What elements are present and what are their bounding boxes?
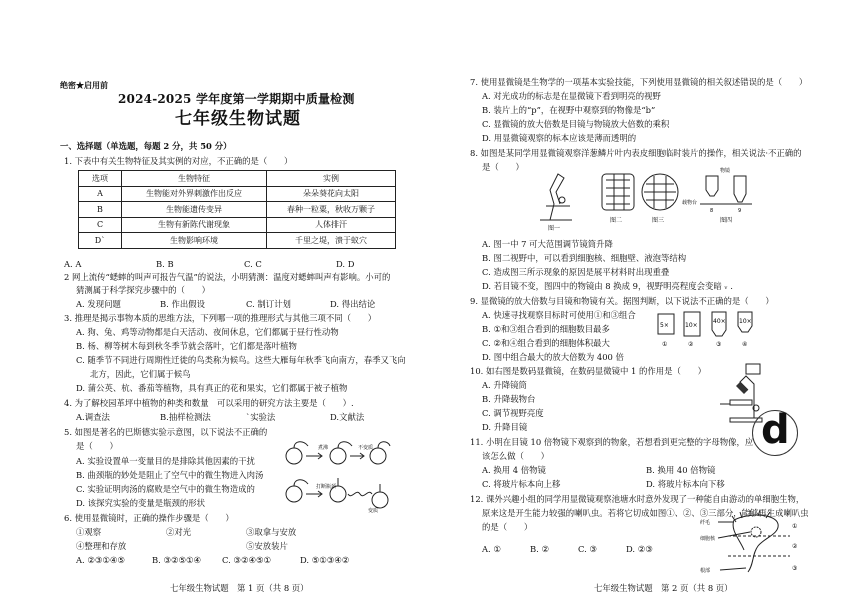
q3-option-b: B. 杨、柳等树木每到秋冬季节就会落叶，它们都是落叶植物 [76,341,297,351]
fig-label: ② [792,543,798,550]
q1-option-d: D. D [336,259,355,269]
q12-line3: 的是（ ） [482,522,533,532]
fig-label: 纤毛 [700,520,711,526]
fig-label: 煮沸 [318,445,329,451]
q1-header-feature: 生物特征 [122,171,267,187]
fig-caption: 图四 [720,217,733,224]
lens-label: 40× [713,318,726,325]
lens-label: 10× [739,318,752,325]
q3-option-d: D. 蒲公英、杭、番茄等植物，具有真正的花和果实，它们都属于被子植物 [76,383,348,393]
q5-option-b: B. 曲颈瓶的妙处是阻止了空气中的微生物进入肉汤 [76,470,264,480]
fig-label: 不变质 [358,445,374,451]
q12-option-a: A. ① [482,544,501,554]
q8-option-c: C. 造成图三所示现象的原因是展平材料时出现重叠 [482,267,670,277]
pasteur-experiment-figure [282,438,392,514]
q3-stem: 3. 推理是揭示事物本质的思维方法，下列哪一项的推理形式与其他三项不同（ ） [64,313,377,323]
q8-option-a: A. 图一中 7 可大范围调节镜筒升降 [482,239,613,249]
q4-stem: 4. 为了解校园革坪中植物的种类和数量 可以采用的研究方法主要是（ ）. [64,398,354,408]
q5-line1: 5. 如图是著名的巴斯德实验示意图，以下说法不正确的 [64,427,268,437]
q1-option-a: A. A [64,259,82,269]
table-cell: 人体排汗 [267,217,396,233]
table-cell: 生物影响环境 [122,233,267,249]
table-row [79,217,396,233]
table-cell: C [79,217,122,233]
lens-number: ① [662,341,668,348]
q12-line1: 12. 课外兴趣小组的同学用显微镜观察池塘水时意外发现了一种能自由游动的单细胞生物， [470,494,805,504]
exam-year-title: 2024-2025 学年度第一学期期中质量检测 [118,92,355,106]
q9-option-d: D. 图中组合最大的放大倍数为 400 倍 [482,352,624,362]
fig-label: 9 [738,208,742,214]
fig-label: 载物台 [682,200,698,206]
q2-option-c: C. 制订计划 [246,299,291,309]
footer-left: 七年级生物试题 第 1 页（共 8 页） [170,583,309,593]
lens-number: ② [688,341,694,348]
q6-option-a: A. ②③①④⑤ [76,555,125,565]
fig-label: 物镜 [720,168,731,174]
q9-option-c: C. ②和④组合看到的细胞体积最大 [482,338,610,348]
q9-option-a: A. 快速寻找观察目标时可使用①和③组合 [482,310,636,320]
q5-option-c: C. 实验证明肉汤的腐败是空气中的微生物造成的 [76,484,255,494]
section-title: 一、选择题（单选题，每题 2 分，共 50 分） [60,141,232,151]
q6-stem: 6. 使用显微镜时，正确的操作步骤是（ ） [64,513,234,523]
q7-option-b: B. 装片上的“p”，在视野中观察到的物像是“b” [482,105,656,115]
letter-d: d [761,407,790,453]
q6-option-b: B. ③②⑤①④ [152,555,202,565]
table-cell: 生物能遗传变异 [122,202,267,218]
q8-line2: 是（ ） [482,162,524,172]
q10-option-a: A. 升降镜筒 [482,380,527,390]
q1-table [78,170,396,249]
fig-caption: 图一 [548,225,561,232]
q4-option-d: D.文献法 [330,412,365,422]
fig-caption: 图二 [610,217,623,224]
table-cell: 生物有新陈代谢现象 [122,217,267,233]
q5-option-d: D. 该探究实验的变量是瓶颈的形状 [76,498,205,508]
lens-number: ④ [742,341,748,348]
q10-option-b: B. 升降载物台 [482,394,536,404]
table-row [79,186,396,202]
fig-label: 变质 [368,508,379,514]
q8-line1: 8. 如图是某同学用显微镜观察洋葱鳞片叶内表皮细胞临时装片的操作，相关说法·不正确的 [470,148,802,158]
q2-line2: 猜测属于科学探究步骤中的（ ） [76,285,210,295]
table-cell: D` [79,233,122,249]
q11-option-a: A. 换用 4 倍物镜 [482,465,546,475]
table-cell: A [79,186,122,202]
q6-item: ②对光 [166,527,192,537]
exam-main-title: 七年级生物试题 [175,109,301,129]
table-cell: 春种一粒粟，秋收万颗子 [267,202,396,218]
confidential-mark: 绝密★启用前 [60,80,108,90]
fig-label: ① [792,523,798,530]
fig-label: 根部 [700,568,711,574]
q1-option-c: C. C [244,259,262,269]
q8-option-d: D. 若目镜不变，图四中的物镜由 8 换成 9，视野明亮程度会变暗 ᵥ . [482,281,733,291]
q10-stem: 10. 如右图是数码显微镜，在数码显微镜中 1 的作用是（ ） [470,366,707,376]
table-row [79,202,396,218]
q11-line2: 该怎么做（ ） [482,451,549,461]
q11-line1: 11. 小明在目镜 10 倍物镜下观察到的物象，若想看到更完整的字母物像，应 [470,437,754,447]
q4-option-b: B.抽样检测法 [160,412,211,422]
q1-header-option: 选项 [79,171,122,187]
q11-option-b: B. 换用 40 倍物镜 [646,465,716,475]
footer-right: 七年级生物试题 第 2 页（共 8 页） [594,583,733,593]
q2-option-b: B. 作出假设 [160,299,205,309]
letter-view-circle [752,407,798,456]
table-cell: B [79,202,122,218]
q2-option-a: A. 发现问题 [76,299,121,309]
fig-label: 细胞核 [700,536,716,542]
q12-option-c: C. ③ [578,544,597,554]
q1-header-example: 实例 [267,171,396,187]
q1-stem: 1. 下表中有关生物特征及其实例的对应，不正确的是（ ） [64,156,293,166]
q11-option-d: D. 将玻片标本向下移 [646,479,725,489]
q12-option-b: B. ② [530,544,549,554]
q6-item: ④整理和存放 [76,541,127,551]
q1-option-b: B. B [156,259,174,269]
q4-option-a: A.调查法 [76,412,110,422]
q6-option-c: C. ③②④⑤① [222,555,271,565]
q9-stem: 9. 显微镜的放大倍数与目镜和物镜有关。据图判断，以下说法不正确的是（ ） [470,296,774,306]
trumpet-animalcule-figure [700,510,800,580]
lens-label: 10× [685,322,698,329]
q10-option-d: D. 升降目镜 [482,422,528,432]
q2-option-d: D. 得出结论 [330,299,376,309]
fig-caption: 图三 [652,217,665,224]
table-cell: 生物能对外界刺激作出反应 [122,186,267,202]
q9-option-b: B. ①和③组合看到的细胞数目最多 [482,324,610,334]
q5-line2: 是（ ） [76,441,118,451]
q6-option-d: D. ⑤①③④② [300,555,350,565]
lens-label: 5× [660,322,669,329]
fig-label: 8 [710,208,714,214]
q6-item: ①观察 [76,527,102,537]
fig-label: 打断瓶颈 [316,484,337,490]
table-cell: 朵朵葵花向太阳 [267,186,396,202]
lens-number: ③ [716,341,722,348]
q12-option-d: D. ②③ [626,544,653,554]
q5-option-a: A. 实验设置单一变量目的是排除其他因素的干扰 [76,456,255,466]
table-row [79,233,396,249]
microscope-figures [520,164,770,234]
q12-line2: 原来这是开生能力较强的喇叭虫。若将它切成如图①、②、③三部分，能够再生成喇叭虫 [482,508,809,518]
q7-stem: 7. 使用显微镜是生物学的一项基本实验技能，下列使用显微镜的相关叙述错误的是（ ） [470,77,808,87]
q6-item: ③取拿与安放 [246,527,297,537]
q10-option-c: C. 调节视野亮度 [482,408,544,418]
q4-option-c: `实验法 [246,412,276,422]
q8-option-b: B. 图二视野中，可以看到细胞核、细胞壁、液泡等结构 [482,253,687,263]
table-cell: 千里之堤，溃于蚁穴 [267,233,396,249]
q11-option-c: C. 将玻片标本向上移 [482,479,561,489]
lens-figure [654,306,764,350]
q3-option-c-line2: 北方，因此，它们属于候鸟 [90,369,191,379]
q7-option-c: C. 显微镜的放大倍数是目镜与物镜放大倍数的乘积 [482,119,670,129]
fig-label: ③ [792,565,798,572]
q2-line1: 2 网上流传“蟋蟀的叫声可报告气温”的说法，小明猜测：温度对蟋蟀叫声有影响。小可的 [64,272,391,282]
q3-option-a: A. 狗、兔、鸡等动物都是白天活动、夜间休息，它们都属于昼行性动物 [76,327,339,337]
q6-item: ⑤安放装片 [246,541,288,551]
q3-option-c-line1: C. 随季节不同进行周期性迁徙的鸟类称为候鸟。这些大雁每年秋季飞向南方，春季又飞向 [76,355,406,365]
q7-option-d: D. 用显微镜观察的标本应该是薄而透明的 [482,133,637,143]
q7-option-a: A. 对光成功的标志是在显微镜下看到明亮的视野 [482,91,661,101]
